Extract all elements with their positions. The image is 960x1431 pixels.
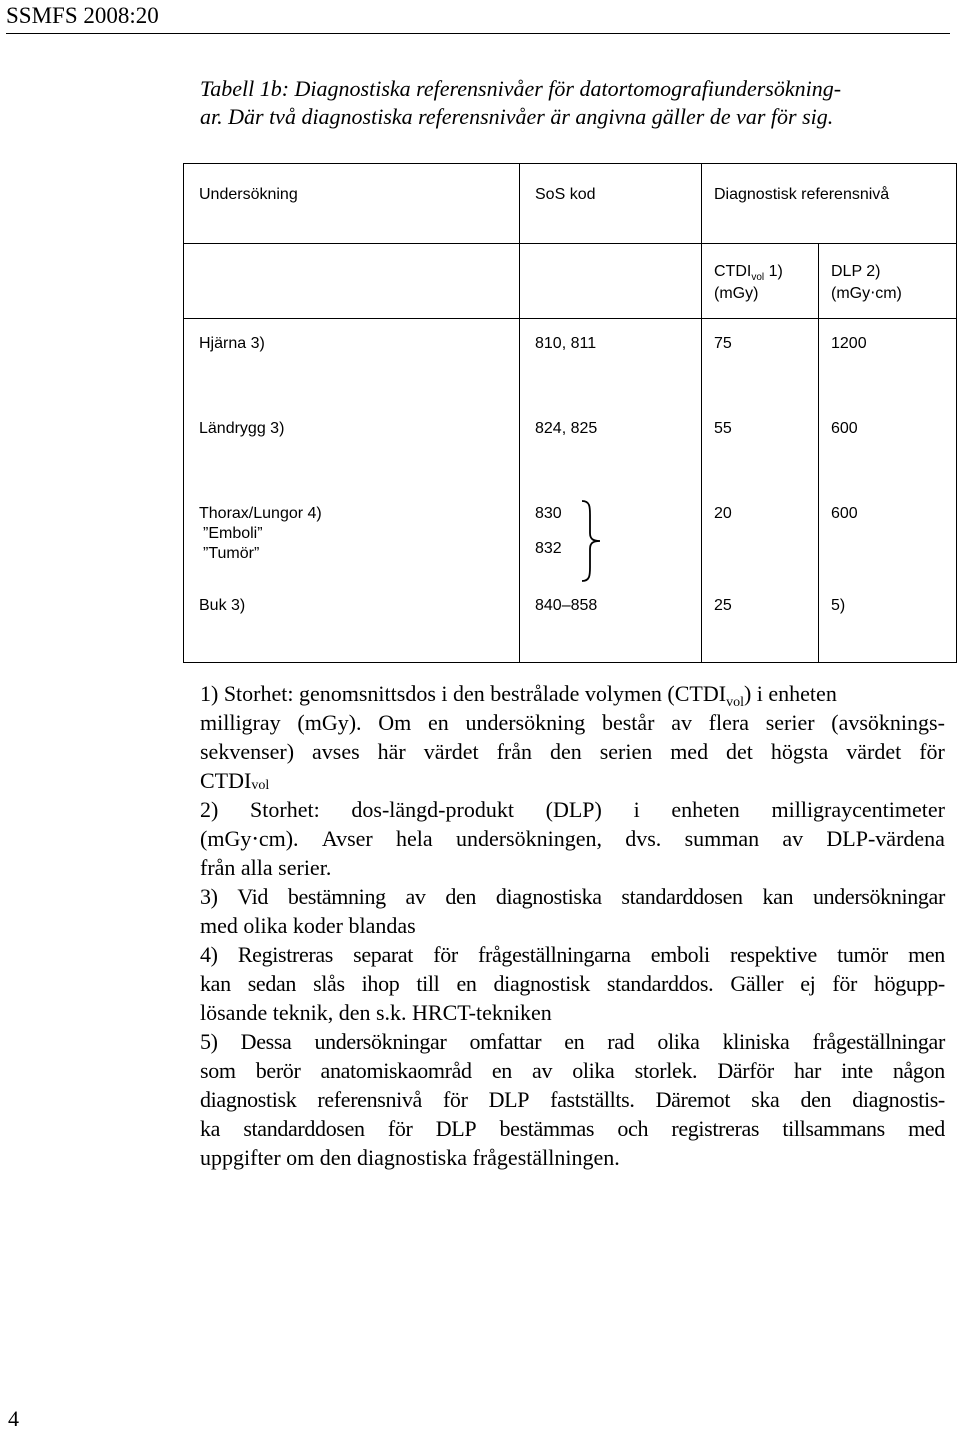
row-code: 832 [535,540,562,557]
curly-brace-icon [580,499,602,583]
footnote-word: standarddos. [606,971,714,996]
footnote-word: undersökningen, [455,826,602,851]
footnote-word: ka [200,1116,221,1141]
footnote-text: lösande teknik, den s.k. HRCT-tekniken [200,1000,552,1025]
footnote-word: och [617,1116,649,1141]
footnote-word: kan [762,884,794,909]
caption-line: ar. Där två diagnostiska referensnivåer är angivna gäller de var för sig. [200,104,834,129]
row-exam: Ländrygg 3) [199,420,285,437]
footnote-word: inte [841,1058,873,1083]
footnote-line [200,1085,945,1114]
footnote-word: men [908,942,945,967]
footnote-line [200,998,945,1027]
footnote-word: DLP [435,1116,477,1141]
footnote-word: (mGy⋅cm). [200,826,299,851]
footnote-word: enheten [671,797,740,822]
row-dlp: 600 [831,505,858,522]
footnote-word: ska [751,1087,780,1112]
footnote-word: 5) [200,1029,218,1054]
footnote-word: 2) [200,797,219,822]
footnote-word: har [793,1058,822,1083]
footnote-word: en [427,710,449,735]
footnote-word: sekvenser) [200,739,295,764]
footnote-word: diagnostiska [495,884,602,909]
footnote-word: dvs. [625,826,662,851]
row-exam: Buk 3) [199,597,246,614]
row-ctdi: 55 [714,420,732,437]
footnote-word: bestämning [287,884,386,909]
footnote-word: den [445,884,477,909]
table-divider [701,164,702,662]
footnote-word: Om [378,710,412,735]
ctdi-label: CTDI [714,263,752,280]
footnote-word: bestämmas [499,1116,595,1141]
footnote-line [200,766,945,795]
footnote-word: den [800,1087,832,1112]
footnote-word: 4) [200,942,218,967]
table-divider [184,318,956,319]
footnote-word: (DLP) [545,797,602,822]
row-exam: Thorax/Lungor 4) [199,505,322,522]
footnote-line [200,853,945,882]
footnote-word: tumör [837,942,888,967]
footnote-line [200,1143,945,1172]
row-ctdi: 20 [714,505,732,522]
footnote-word: frågeställningar [812,1029,945,1054]
footnote-word: Registreras [237,942,333,967]
footnote-word: Gäller [730,971,784,996]
caption-line: Tabell 1b: Diagnostiska referensnivåer för datortomografiundersökning- [200,76,842,101]
footnote-word: referensnivå [317,1087,422,1112]
footnote-word: ihop [361,971,400,996]
row-dlp: 1200 [831,335,867,352]
footnote-word: en [564,1029,585,1054]
subheader-dlp-unit: (mGy⋅cm) [831,285,902,302]
footnote-word: frågeställningarna [478,942,631,967]
footnote-word: separat [353,942,414,967]
footnote-word: serier [765,710,815,735]
footnote-word: värdet [846,739,902,764]
footnote-word: med [670,739,709,764]
row-code: 810, 811 [535,335,597,352]
header-rule [6,33,950,34]
footnote-word: standarddosen [621,884,743,909]
row-ctdi: 25 [714,597,732,614]
footnote-line [200,1114,945,1143]
footnote-word: för [832,971,857,996]
footnote-word: för [442,1087,468,1112]
footnote-word: olika [657,1029,700,1054]
footnote-word: ej [800,971,816,996]
footnote-subscript: vol [726,695,744,710]
footnote-word: i [633,797,640,822]
footnote-word: DLP [488,1087,530,1112]
footnote-line [200,882,945,911]
table-divider [519,164,520,662]
footnote-word: består [601,710,655,735]
footnote-word: någon [892,1058,945,1083]
footnote-word: berör [255,1058,301,1083]
footnote-word: undersökning [465,710,586,735]
footnote-word: en [456,971,477,996]
table-caption [200,75,945,131]
footnote-word: rad [607,1029,635,1054]
subheader-ctdi-unit: (mGy) [714,285,759,302]
row-dlp: 5) [831,597,846,614]
subheader-ctdi [714,262,783,284]
row-ctdi: 75 [714,335,732,352]
footnote-text: ) i enheten [743,681,837,706]
footnote-line [200,679,945,708]
footnote-word: som [200,1058,236,1083]
footnote-word: av [405,884,426,909]
footnote-word: emboli [650,942,710,967]
subheader-dlp: DLP 2) [831,263,881,280]
footnote-word: för [433,942,458,967]
footnote-word: värdet [423,739,479,764]
footnote-word: DLP-värdena [826,826,945,851]
footnote-word: sedan [247,971,297,996]
footnote-word: det [726,739,753,764]
footnote-word: summan [684,826,760,851]
footnote-word: olika [572,1058,615,1083]
footnote-1 [200,679,837,708]
footnote-word: med [908,1116,945,1141]
footnote-word: Storhet: [250,797,320,822]
footnote-text: från alla serier. [200,855,332,880]
footnote-word: avses [312,739,360,764]
footnote-word: av [532,1058,553,1083]
footnote-word: hela [396,826,433,851]
footnote-word: för [919,739,945,764]
footnote-word: diagnostisk [200,1087,297,1112]
col-header-sos-code: SoS kod [535,186,596,203]
footnote-word: diagnostisk [493,971,590,996]
footnote-word: diagnostis- [852,1087,945,1112]
footnote-text: uppgifter om den diagnostiska frågeställningen. [200,1145,620,1170]
col-header-drl: Diagnostisk referensnivå [714,186,890,203]
row-exam-sub: ”Tumör” [203,545,260,562]
footnote-word: milligraycentimeter [771,797,945,822]
table-divider [184,243,956,244]
footnote-word: 3) [200,884,218,909]
footnote-word: Vid [237,884,269,909]
footnote-text: 1) Storhet: genomsnittsdos i den bestrålade volymen (CTDI [200,681,727,706]
row-exam: Hjärna 3) [199,335,265,352]
footnote-word: den [549,739,582,764]
footnote-word: högupp- [873,971,945,996]
row-code: 840–858 [535,597,598,614]
footnote-word: respektive [729,942,817,967]
footnote-word: från [496,739,533,764]
footnote-word: slås [313,971,345,996]
footnote-subscript: vol [251,778,270,793]
footnote-word: Dessa [240,1029,292,1054]
footnote-line [200,911,945,940]
footnote-text: CTDI [200,768,252,793]
footnote-word: Avser [321,826,373,851]
page-number: 4 [8,1406,19,1431]
footnote-word: omfattar [469,1029,542,1054]
running-header: SSMFS 2008:20 [6,3,159,28]
row-code: 830 [535,505,562,522]
footnote-word: av [782,826,804,851]
footnote-line [200,708,945,737]
footnote-word: undersökningar [314,1029,447,1054]
row-code: 824, 825 [535,420,598,437]
footnote-word: av [671,710,692,735]
footnote-word: storlek. [634,1058,698,1083]
footnote-word: undersökningar [812,884,945,909]
row-exam-sub: ”Emboli” [203,525,263,542]
footnote-word: för [387,1116,413,1141]
footnote-word: Däremot [655,1087,731,1112]
footnote-word: kliniska [722,1029,790,1054]
footnote-line [200,1027,945,1056]
footnotes [200,679,945,1172]
footnote-line [200,940,945,969]
footnote-word: här [377,739,406,764]
footnote-line [200,795,945,824]
footnote-line [200,824,945,853]
footnote-word: (mGy). [297,710,362,735]
footnote-word: (avsöknings- [831,710,945,735]
footnote-word: standarddosen [243,1116,365,1141]
footnote-text: med olika koder blandas [200,913,416,938]
footnote-word: fastställts. [550,1087,635,1112]
footnote-word: flera [708,710,749,735]
table-divider [818,243,819,662]
footnote-word: registreras [671,1116,760,1141]
ctdi-note: 1) [764,263,783,280]
row-dlp: 600 [831,420,858,437]
footnote-word: anatomiskaområd [320,1058,472,1083]
footnote-word: Därför [717,1058,774,1083]
footnote-word: dos-längd-produkt [351,797,514,822]
footnote-line [200,1056,945,1085]
footnote-line [200,737,945,766]
footnote-word: en [491,1058,512,1083]
footnote-word: tillsammans [782,1116,885,1141]
footnote-word: serien [599,739,653,764]
reference-level-table [183,163,957,663]
ctdi-subscript: vol [751,272,765,283]
col-header-exam: Undersökning [199,186,298,203]
footnote-word: milligray [200,710,281,735]
footnote-line [200,969,945,998]
footnote-word: till [416,971,440,996]
footnote-word: högsta [770,739,829,764]
footnote-word: kan [200,971,231,996]
